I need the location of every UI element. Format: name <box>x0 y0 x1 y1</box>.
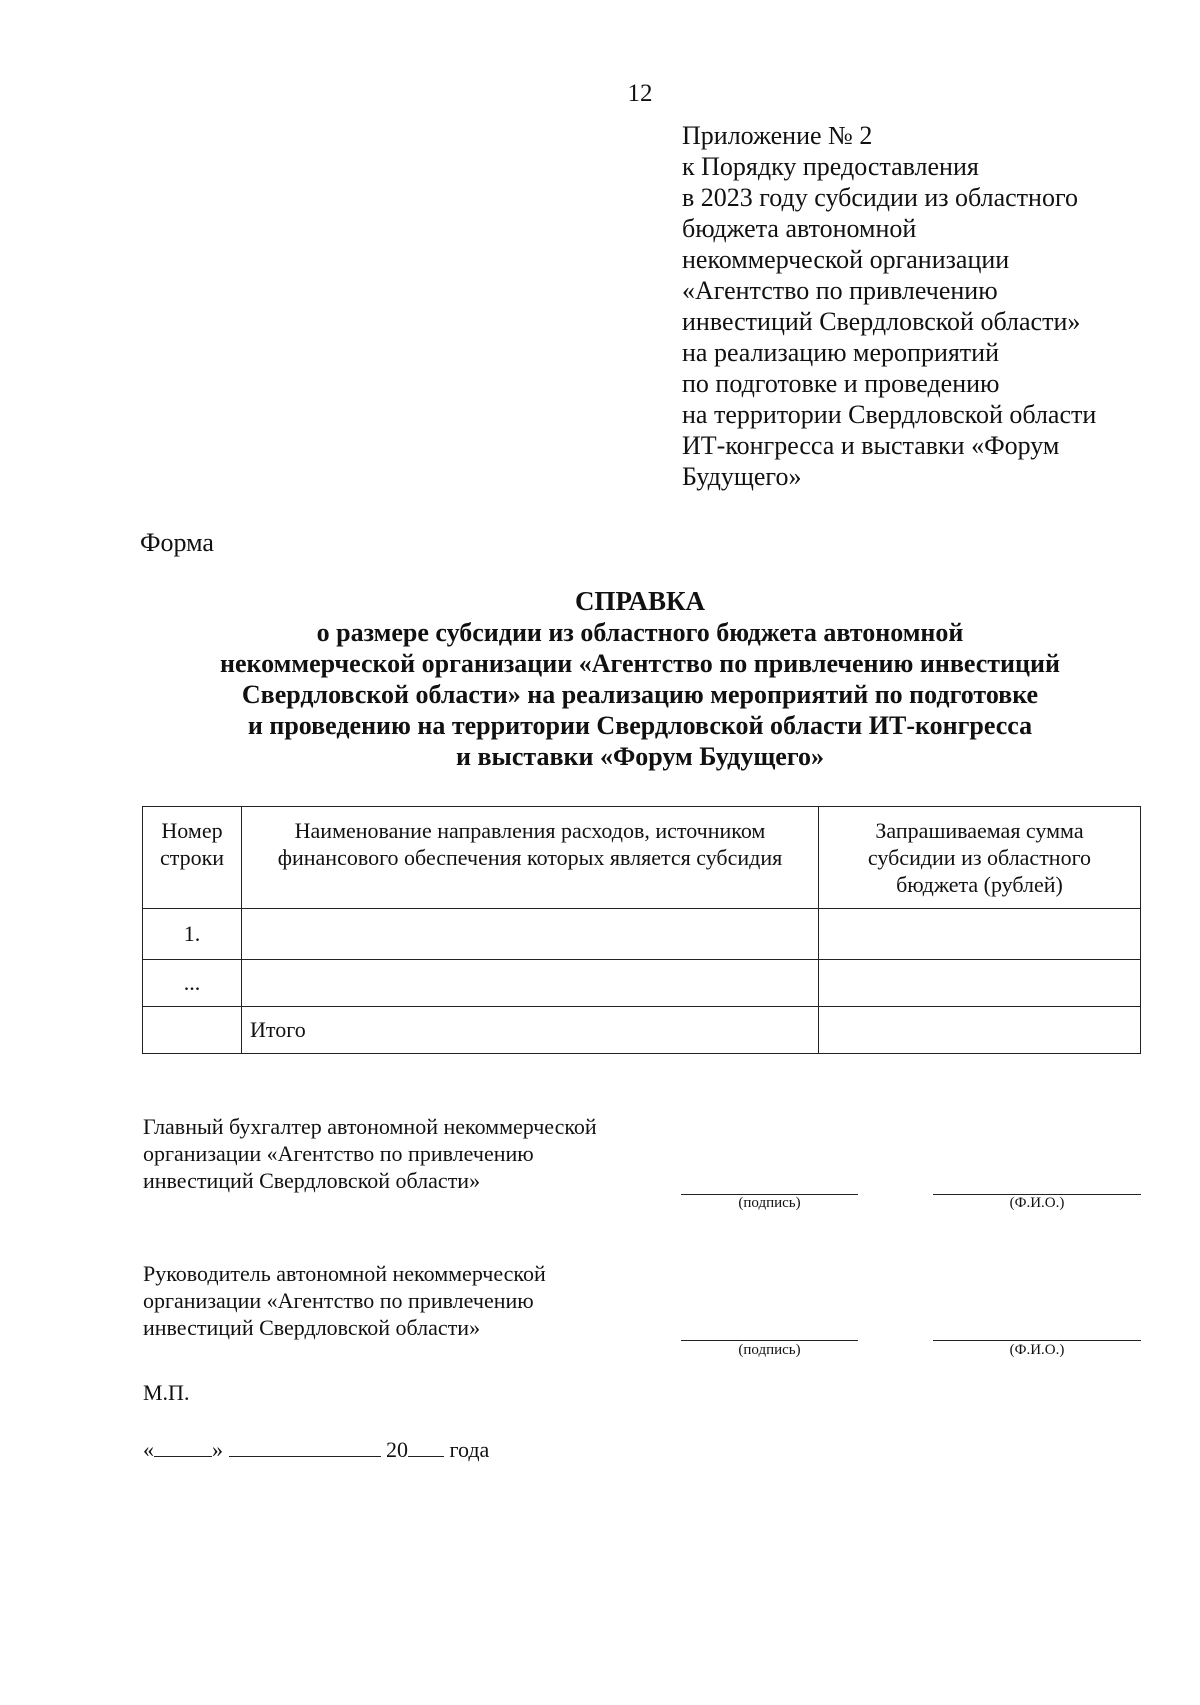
title-line: некоммерческой организации «Агентство по привлечению инвестиций <box>220 649 1060 678</box>
appendix-line: на реализацию мероприятий <box>682 338 1000 367</box>
form-label: Форма <box>140 528 214 557</box>
signature-caption: (подпись) <box>738 1342 801 1358</box>
appendix-line: «Агентство по привлечению <box>682 276 998 305</box>
document-title <box>0 586 1200 772</box>
header-requested-amount: Запрашиваемая сумма субсидии из областного бюджета (рублей) <box>819 807 1141 909</box>
title-main: СПРАВКА <box>574 586 706 616</box>
cell-requested-amount[interactable] <box>819 960 1141 1007</box>
signature-line[interactable] <box>681 1340 858 1341</box>
table-header-row <box>143 807 1141 909</box>
signer-line: организации «Агентство по привлечению <box>143 1141 534 1166</box>
appendix-line: инвестиций Свердловской области» <box>682 307 1081 336</box>
chief-accountant-title <box>143 1113 597 1194</box>
title-line: и проведению на территории Свердловской области ИТ-конгресса <box>247 711 1033 740</box>
signer-line: Руководитель автономной некоммерческой <box>143 1261 546 1286</box>
cell-row-number: ... <box>143 960 242 1007</box>
signer-line: Главный бухгалтер автономной некоммерческой <box>143 1114 597 1139</box>
year-prefix: 20 <box>386 1437 408 1462</box>
name-caption: (Ф.И.О.) <box>1009 1195 1065 1211</box>
date-close-quote: » <box>212 1437 223 1462</box>
appendix-line: в 2023 году субсидии из областного <box>682 183 1078 212</box>
table-row <box>143 909 1141 960</box>
appendix-line: бюджета автономной <box>682 214 917 243</box>
appendix-reference <box>682 120 1096 492</box>
signer-line: организации «Агентство по привлечению <box>143 1288 534 1313</box>
table-row-total <box>143 1007 1141 1054</box>
appendix-line: к Порядку предоставления <box>682 152 979 181</box>
stamp-label: М.П. <box>143 1380 190 1405</box>
title-line: Свердловской области» на реализацию мероприятий по подготовке <box>241 680 1039 709</box>
cell-total-amount[interactable] <box>819 1007 1141 1054</box>
day-blank[interactable] <box>154 1438 212 1457</box>
page-number: 12 <box>627 80 653 107</box>
date-line <box>143 1437 489 1463</box>
header-expense-name: Наименование направления расходов, источником финансового обеспечения которых является субсидия <box>242 807 819 909</box>
cell-row-number <box>143 1007 242 1054</box>
name-line[interactable] <box>933 1340 1141 1341</box>
appendix-line: Приложение № 2 <box>682 121 873 150</box>
date-open-quote: « <box>143 1437 154 1462</box>
name-caption: (Ф.И.О.) <box>1009 1342 1065 1358</box>
subsidy-table <box>142 806 1141 1054</box>
cell-expense-name[interactable] <box>242 909 819 960</box>
title-line: о размере субсидии из областного бюджета автономной <box>316 618 964 647</box>
cell-expense-name[interactable] <box>242 960 819 1007</box>
signer-line: инвестиций Свердловской области» <box>143 1315 481 1340</box>
appendix-line: Будущего» <box>682 462 802 491</box>
header-row-number: Номер строки <box>143 807 242 909</box>
year-blank[interactable] <box>408 1438 444 1457</box>
signature-caption: (подпись) <box>738 1195 801 1211</box>
table-row <box>143 960 1141 1007</box>
appendix-line: на территории Свердловской области <box>682 400 1097 429</box>
year-suffix: года <box>449 1437 490 1462</box>
cell-requested-amount[interactable] <box>819 909 1141 960</box>
month-blank[interactable] <box>229 1438 381 1457</box>
signer-line: инвестиций Свердловской области» <box>143 1168 481 1193</box>
cell-row-number: 1. <box>143 909 242 960</box>
title-line: и выставки «Форум Будущего» <box>456 742 824 771</box>
director-title <box>143 1260 546 1341</box>
appendix-line: по подготовке и проведению <box>682 369 1000 398</box>
cell-total-label: Итого <box>242 1007 819 1054</box>
appendix-line: ИТ-конгресса и выставки «Форум <box>682 431 1060 460</box>
appendix-line: некоммерческой организации <box>682 245 1010 274</box>
